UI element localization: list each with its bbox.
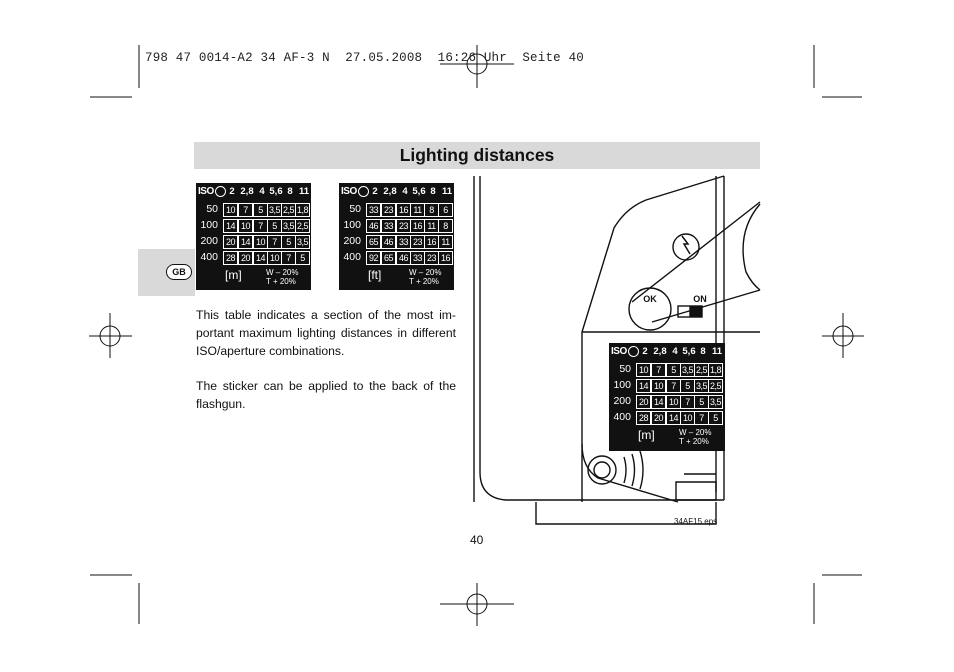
unit-label: [m]: [225, 268, 242, 282]
aperture-value: 2,8: [240, 186, 254, 197]
distance-cell: 23: [424, 251, 439, 265]
footnote-wide: W – 20%: [266, 268, 299, 277]
distance-cell: 10: [651, 379, 666, 393]
distance-cell: 23: [410, 235, 425, 249]
aperture-value: 8: [430, 186, 436, 197]
distance-cell: 2,5: [296, 221, 308, 231]
footnote-tele: T + 20%: [266, 277, 296, 286]
distance-cell: 14: [238, 235, 253, 249]
on-label: ON: [693, 294, 707, 304]
aperture-header: [339, 183, 454, 201]
aperture-value: 2: [642, 346, 648, 357]
iso-value: 50: [619, 363, 631, 375]
paragraph-line: ISO/aperture combinations.: [196, 344, 345, 358]
aperture-value: 5,6: [412, 186, 426, 197]
aperture-value: 4: [672, 346, 678, 357]
distance-cell: 11: [410, 203, 425, 217]
distance-cell: 1,8: [709, 365, 721, 375]
iso-value: 100: [343, 219, 361, 231]
paragraph-line: This table indicates a section of the most im-: [196, 308, 456, 322]
iso-value: 200: [613, 395, 631, 407]
aperture-value: 4: [259, 186, 265, 197]
distance-cell: 23: [381, 203, 396, 217]
footnote-tele: T + 20%: [409, 277, 439, 286]
distance-cell: 20: [636, 395, 651, 409]
distance-cell: 10: [680, 411, 695, 425]
distance-cell: 2,5: [282, 205, 294, 215]
table-row: [196, 234, 311, 249]
distance-cell: 10: [267, 251, 282, 265]
footnote-wide: W – 20%: [409, 268, 442, 277]
distance-cell: 16: [396, 203, 411, 217]
distance-cell: 16: [410, 219, 425, 233]
iso-label: ISO: [341, 186, 357, 197]
distance-cell: 7: [651, 363, 666, 377]
distance-cell: 14: [223, 219, 238, 233]
table-row: [196, 202, 311, 217]
distance-cell: 5: [281, 235, 296, 249]
distance-cell: 33: [381, 219, 396, 233]
aperture-header: [196, 183, 311, 201]
aperture-value: 11: [441, 186, 453, 197]
iso-value: 400: [343, 251, 361, 263]
aperture-value: 2: [229, 186, 235, 197]
intro-paragraph: [196, 306, 456, 360]
distance-cell: 5: [295, 251, 310, 265]
distance-cell: 2,5: [709, 381, 721, 391]
distance-cell: 20: [223, 235, 238, 249]
distance-cell: 11: [424, 219, 439, 233]
paragraph-line: portant maximum lighting distances in different: [196, 326, 456, 340]
distance-cell: 11: [438, 235, 453, 249]
paragraph-line: The sticker can be applied to the back of the: [196, 379, 456, 393]
aperture-value: 5,6: [269, 186, 283, 197]
distance-cell: 20: [238, 251, 253, 265]
distance-cell: 20: [651, 411, 666, 425]
distance-cell: 10: [238, 219, 253, 233]
iso-value: 100: [613, 379, 631, 391]
iso-value: 200: [343, 235, 361, 247]
distance-cell: 7: [680, 395, 695, 409]
distance-cell: 33: [366, 203, 381, 217]
table-row: [609, 410, 725, 425]
aperture-value: 11: [711, 346, 723, 357]
distance-cell: 5: [267, 219, 282, 233]
distance-cell: 7: [253, 219, 268, 233]
distance-cell: 33: [396, 235, 411, 249]
aperture-value: 11: [298, 186, 310, 197]
table-row: [339, 218, 454, 233]
aperture-value: 8: [287, 186, 293, 197]
distance-cell: 8: [438, 219, 453, 233]
aperture-value: 2,8: [383, 186, 397, 197]
iso-value: 400: [200, 251, 218, 263]
footnote-tele: T + 20%: [679, 437, 709, 446]
iso-value: 50: [349, 203, 361, 215]
page-number: 40: [470, 533, 484, 547]
distance-cell: 7: [281, 251, 296, 265]
distance-cell: 5: [666, 363, 681, 377]
language-badge: GB: [166, 264, 192, 280]
figure-caption: 34AF15.eps: [674, 517, 718, 526]
print-header-line: 798 47 0014-A2 34 AF-3 N 27.05.2008 16:26 Uhr Seite 40: [145, 51, 584, 65]
iso-value: 400: [613, 411, 631, 423]
unit-label: [m]: [638, 428, 655, 442]
distance-cell: 5: [708, 411, 723, 425]
distance-cell: 3,5: [268, 205, 280, 215]
table-row: [609, 362, 725, 377]
iso-label: ISO: [611, 346, 627, 357]
distance-cell: 8: [424, 203, 439, 217]
page-title: Lighting distances: [399, 145, 555, 165]
distance-cell: 7: [238, 203, 253, 217]
distance-cell: 14: [666, 411, 681, 425]
distance-cell: 14: [253, 251, 268, 265]
flash-bolt-icon: [682, 236, 690, 254]
distance-cell: 3,5: [709, 397, 721, 407]
distance-cell: 14: [651, 395, 666, 409]
aperture-value: 2,8: [653, 346, 667, 357]
distance-cell: 5: [680, 379, 695, 393]
aperture-value: 2: [372, 186, 378, 197]
footnote-wide: W – 20%: [679, 428, 712, 437]
distance-cell: 65: [366, 235, 381, 249]
table-row: [196, 218, 311, 233]
distance-cell: 23: [396, 219, 411, 233]
sticker-table: [609, 343, 725, 451]
distance-cell: 28: [636, 411, 651, 425]
distance-cell: 10: [666, 395, 681, 409]
distance-cell: 7: [694, 411, 709, 425]
table-row: [339, 250, 454, 265]
distance-cell: 28: [223, 251, 238, 265]
aperture-value: 8: [700, 346, 706, 357]
distance-cell: 2,5: [695, 365, 707, 375]
distance-cell: 46: [381, 235, 396, 249]
distance-cell: 16: [424, 235, 439, 249]
distance-cell: 16: [438, 251, 453, 265]
paragraph-line: flashgun.: [196, 397, 246, 411]
distance-cell: 6: [438, 203, 453, 217]
distance-cell: 92: [366, 251, 381, 265]
aperture-header: [609, 343, 725, 361]
unit-label: [ft]: [368, 268, 382, 282]
distance-cell: 5: [694, 395, 709, 409]
table-row: [609, 394, 725, 409]
iso-label: ISO: [198, 186, 214, 197]
distance-cell: 10: [636, 363, 651, 377]
distance-cell: 46: [396, 251, 411, 265]
table-row: [196, 250, 311, 265]
distance-cell: 3,5: [296, 237, 308, 247]
table-row: [339, 202, 454, 217]
iso-value: 100: [200, 219, 218, 231]
distance-cell: 10: [253, 235, 268, 249]
aperture-value: 5,6: [682, 346, 696, 357]
aperture-value: 4: [402, 186, 408, 197]
distance-cell: 3,5: [681, 365, 693, 375]
distance-cell: 7: [267, 235, 282, 249]
distance-cell: 14: [636, 379, 651, 393]
table-row: [609, 378, 725, 393]
lighting-table-meters: [196, 183, 311, 290]
distance-cell: 1,8: [296, 205, 308, 215]
distance-cell: 7: [666, 379, 681, 393]
lighting-table-feet: [339, 183, 454, 290]
iso-value: 200: [200, 235, 218, 247]
distance-cell: 33: [410, 251, 425, 265]
distance-cell: 3,5: [282, 221, 294, 231]
sticker-paragraph: [196, 377, 456, 413]
distance-cell: 10: [223, 203, 238, 217]
distance-cell: 65: [381, 251, 396, 265]
table-row: [339, 234, 454, 249]
iso-value: 50: [206, 203, 218, 215]
ok-label: OK: [643, 294, 657, 304]
distance-cell: 46: [366, 219, 381, 233]
distance-cell: 5: [253, 203, 268, 217]
distance-cell: 3,5: [695, 381, 707, 391]
